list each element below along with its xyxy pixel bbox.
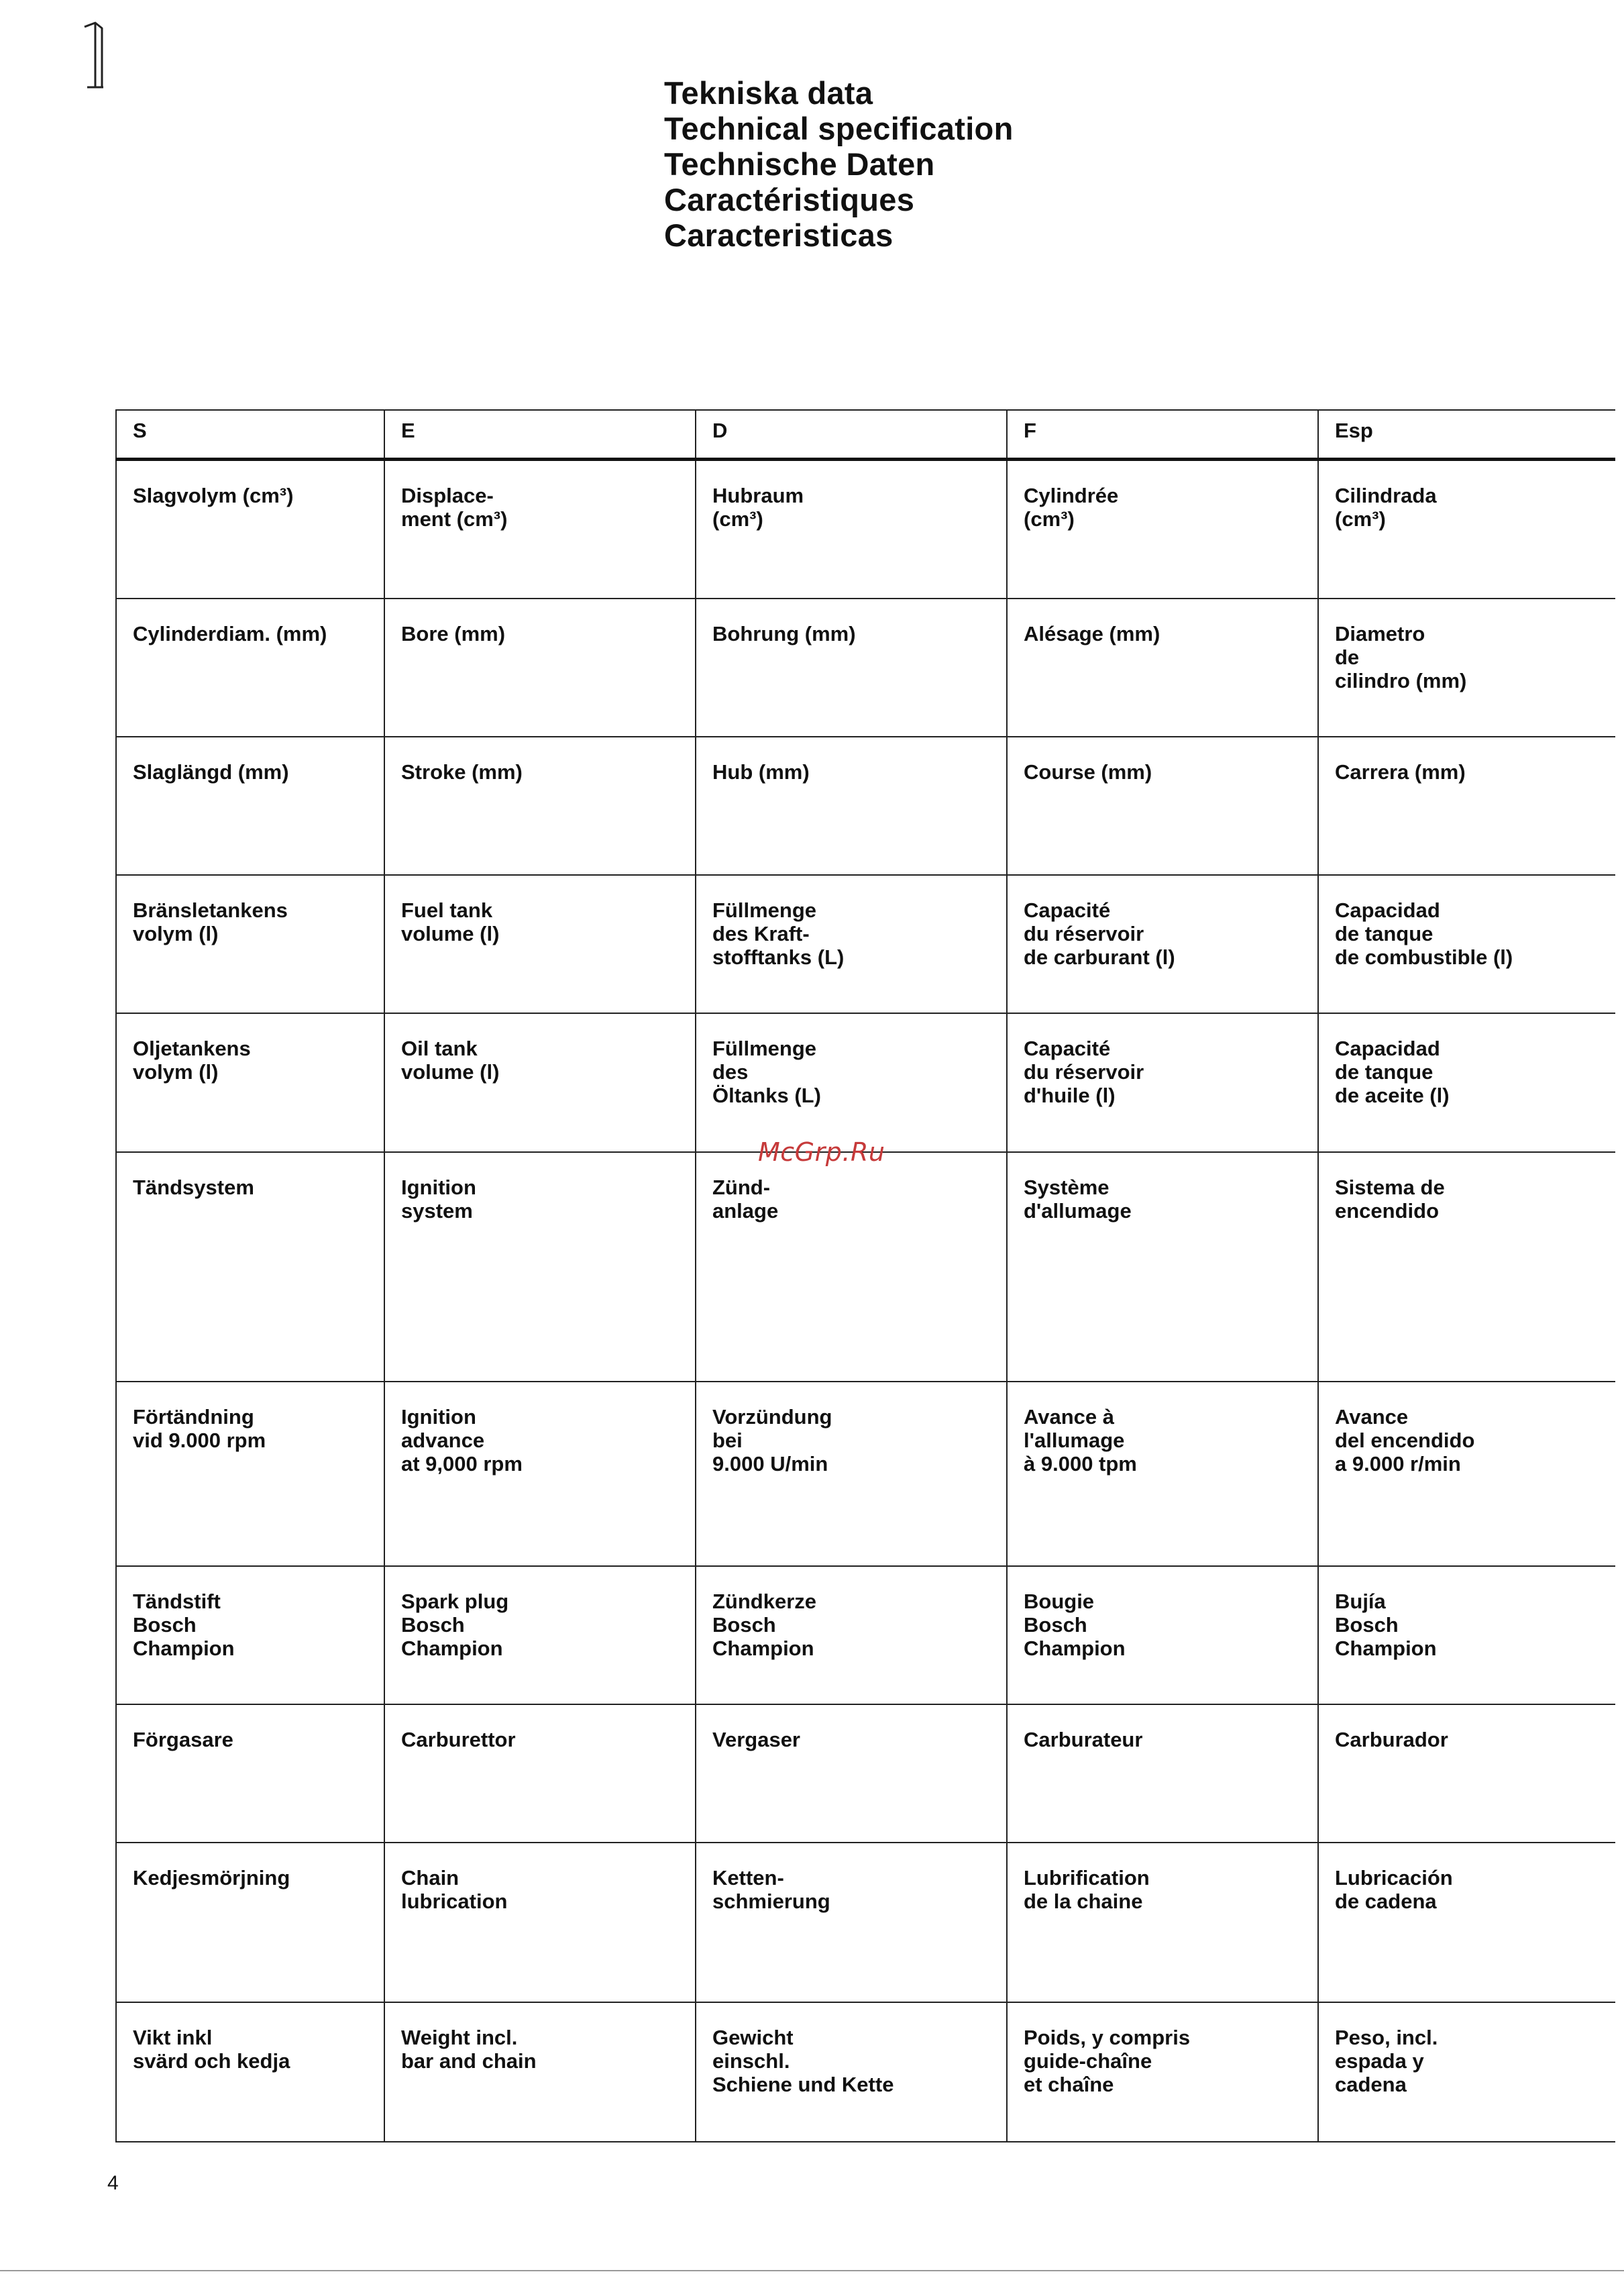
cell-german: Zünd- anlage	[696, 1152, 1007, 1382]
cell-english: Bore (mm)	[384, 599, 696, 737]
row-stroke	[116, 737, 1615, 875]
cell-swedish: Bränsletankens volym (l)	[116, 875, 384, 1013]
title-french: Caractéristiques	[664, 182, 915, 217]
row-weight	[116, 2002, 1615, 2142]
cell-german: Ketten- schmierung	[696, 1843, 1007, 2002]
cell-french: Carburateur	[1007, 1704, 1318, 1843]
cell-swedish: Kedjesmörjning	[116, 1843, 384, 2002]
cell-french: Lubrification de la chaine	[1007, 1843, 1318, 2002]
cell-spanish: Carrera (mm)	[1318, 737, 1615, 875]
cell-english: Ignition advance at 9,000 rpm	[384, 1382, 696, 1566]
header-french: F	[1007, 410, 1318, 460]
row-chain-lubrication	[116, 1843, 1615, 2002]
row-ignition-advance	[116, 1382, 1615, 1566]
row-ignition-system	[116, 1152, 1615, 1382]
cell-spanish: Bujía Bosch Champion	[1318, 1566, 1615, 1704]
cell-french: Alésage (mm)	[1007, 599, 1318, 737]
language-header-row	[116, 410, 1615, 460]
cell-swedish: Förgasare	[116, 1704, 384, 1843]
row-oil-tank	[116, 1013, 1615, 1152]
cell-german: Hubraum (cm³)	[696, 460, 1007, 599]
cell-german: Füllmenge des Öltanks (L)	[696, 1013, 1007, 1152]
cell-german: Bohrung (mm)	[696, 599, 1007, 737]
cell-swedish: Förtändning vid 9.000 rpm	[116, 1382, 384, 1566]
cell-german: Zündkerze Bosch Champion	[696, 1566, 1007, 1704]
watermark-text: McGrp.Ru	[758, 1137, 885, 1167]
cell-english: Oil tank volume (l)	[384, 1013, 696, 1152]
title-block	[664, 75, 1014, 253]
cell-french: Système d'allumage	[1007, 1152, 1318, 1382]
page-section-mark-icon	[75, 20, 113, 94]
cell-german: Gewicht einschl. Schiene und Kette	[696, 2002, 1007, 2142]
cell-french: Poids, y compris guide-chaîne et chaîne	[1007, 2002, 1318, 2142]
title-english: Technical specification	[664, 111, 1014, 146]
cell-swedish: Tändstift Bosch Champion	[116, 1566, 384, 1704]
title-spanish: Caracteristicas	[664, 217, 894, 253]
scan-edge-line	[0, 2270, 1624, 2271]
cell-english: Weight incl. bar and chain	[384, 2002, 696, 2142]
cell-spanish: Diametro de cilindro (mm)	[1318, 599, 1615, 737]
cell-french: Cylindrée (cm³)	[1007, 460, 1318, 599]
row-displacement	[116, 460, 1615, 599]
cell-french: Avance à l'allumage à 9.000 tpm	[1007, 1382, 1318, 1566]
cell-spanish: Avance del encendido a 9.000 r/min	[1318, 1382, 1615, 1566]
cell-french: Course (mm)	[1007, 737, 1318, 875]
cell-english: Displace- ment (cm³)	[384, 460, 696, 599]
cell-french: Bougie Bosch Champion	[1007, 1566, 1318, 1704]
cell-spanish: Carburador	[1318, 1704, 1615, 1843]
cell-swedish: Cylinderdiam. (mm)	[116, 599, 384, 737]
cell-spanish: Capacidad de tanque de combustible (l)	[1318, 875, 1615, 1013]
cell-english: Ignition system	[384, 1152, 696, 1382]
cell-spanish: Capacidad de tanque de aceite (l)	[1318, 1013, 1615, 1152]
cell-spanish: Cilindrada (cm³)	[1318, 460, 1615, 599]
cell-german: Vorzündung bei 9.000 U/min	[696, 1382, 1007, 1566]
cell-spanish: Peso, incl. espada y cadena	[1318, 2002, 1615, 2142]
row-spark-plug	[116, 1566, 1615, 1704]
cell-english: Fuel tank volume (l)	[384, 875, 696, 1013]
cell-english: Stroke (mm)	[384, 737, 696, 875]
row-carburettor	[116, 1704, 1615, 1843]
cell-swedish: Tändsystem	[116, 1152, 384, 1382]
page-number: 4	[107, 2172, 119, 2194]
cell-spanish: Lubricación de cadena	[1318, 1843, 1615, 2002]
cell-french: Capacité du réservoir d'huile (l)	[1007, 1013, 1318, 1152]
cell-german: Hub (mm)	[696, 737, 1007, 875]
cell-english: Chain lubrication	[384, 1843, 696, 2002]
cell-swedish: Slaglängd (mm)	[116, 737, 384, 875]
specification-table	[115, 409, 1615, 2142]
title-swedish: Tekniska data	[664, 75, 873, 111]
cell-swedish: Slagvolym (cm³)	[116, 460, 384, 599]
title-german: Technische Daten	[664, 146, 935, 182]
cell-swedish: Vikt inkl svärd och kedja	[116, 2002, 384, 2142]
header-english: E	[384, 410, 696, 460]
cell-spanish: Sistema de encendido	[1318, 1152, 1615, 1382]
row-fuel-tank	[116, 875, 1615, 1013]
cell-german: Vergaser	[696, 1704, 1007, 1843]
cell-french: Capacité du réservoir de carburant (l)	[1007, 875, 1318, 1013]
cell-swedish: Oljetankens volym (l)	[116, 1013, 384, 1152]
header-swedish: S	[116, 410, 384, 460]
header-german: D	[696, 410, 1007, 460]
cell-english: Spark plug Bosch Champion	[384, 1566, 696, 1704]
row-bore	[116, 599, 1615, 737]
cell-english: Carburettor	[384, 1704, 696, 1843]
header-spanish: Esp	[1318, 410, 1615, 460]
cell-german: Füllmenge des Kraft- stofftanks (L)	[696, 875, 1007, 1013]
